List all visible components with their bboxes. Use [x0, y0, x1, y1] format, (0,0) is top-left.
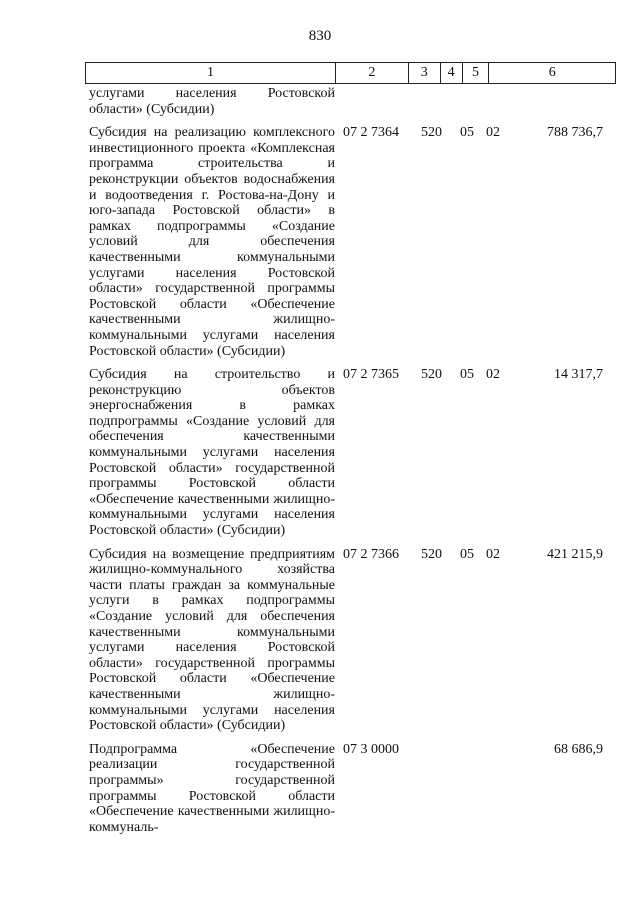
row-target-code: 07 2 7366 [343, 546, 399, 562]
row-target-code: 07 3 0000 [343, 741, 399, 757]
table-row [89, 547, 609, 734]
table-row [89, 125, 609, 359]
row-section: 05 [460, 546, 474, 562]
row-subsection: 02 [486, 367, 500, 383]
row-subsection: 02 [486, 546, 500, 562]
row-description: Субсидия на строительство и реконструкцию объектов энергоснабжения в рамках подпрограммы «Создание условий для обеспечения качественными коммунальными услугами населения Ростовской области» государственной программы Ростовской области «Обеспечение качественными жилищно-коммунальными услугами населения Ростовской области» (Субсидии) [89, 367, 335, 539]
header-col-5: 5 [463, 63, 490, 83]
row-description: Субсидия на возмещение предприятиям жилищно-коммунального хозяйства части платы граждан за коммунальные услуги в рамках подпрограммы «Создание условий для обеспечения качественными коммунальными услугами населения Ростовской области» государственной программы Ростовской области «Обеспечение качественными жилищно-коммунальными услугами населения Ростовской области» (Субсидии) [89, 546, 335, 734]
row-amount: 421 215,9 [547, 546, 603, 562]
row-subsection: 02 [486, 125, 500, 141]
row-description: Подпрограмма «Обеспечение реализации государственной программы» государственной программы Ростовской области «Обеспечение качественными жилищно-коммуналь- [89, 741, 335, 835]
header-col-4: 4 [441, 63, 463, 83]
row-expense-type: 520 [421, 546, 442, 562]
row-section: 05 [460, 125, 474, 141]
row-expense-type: 520 [421, 125, 442, 141]
row-target-code: 07 2 7365 [343, 367, 399, 383]
row-expense-type: 520 [421, 367, 442, 383]
header-col-1: 1 [86, 63, 336, 83]
row-amount: 788 736,7 [547, 125, 603, 141]
row-section: 05 [460, 367, 474, 383]
page-number: 830 [308, 28, 332, 44]
row-amount: 14 317,7 [554, 367, 603, 383]
header-col-6: 6 [548, 65, 556, 80]
table-header [85, 62, 616, 84]
table-body [89, 86, 609, 835]
header-col-2: 2 [336, 63, 409, 83]
row-description: Субсидия на реализацию комплексного инвестиционного проекта «Комплексная программа строительства и реконструкции объектов водоснабжения и водоотведения г. Ростова-на-Дону и юго-запада Ростовской области» в рамках подпрограммы «Создание условий для обеспечения качественными коммунальными услугами населения Ростовской области» государственной программы Ростовской области «Обеспечение качественными жилищно-коммунальными услугами населения Ростовской области» (Субсидии) [89, 125, 335, 359]
table-row [89, 86, 609, 117]
row-target-code: 07 2 7364 [343, 125, 399, 141]
table-row [89, 367, 609, 539]
table-row [89, 742, 609, 836]
row-amount: 68 686,9 [554, 741, 603, 757]
row-description: услугами населения Ростовской области» (Субсидии) [89, 86, 335, 117]
header-col-3: 3 [409, 63, 441, 83]
